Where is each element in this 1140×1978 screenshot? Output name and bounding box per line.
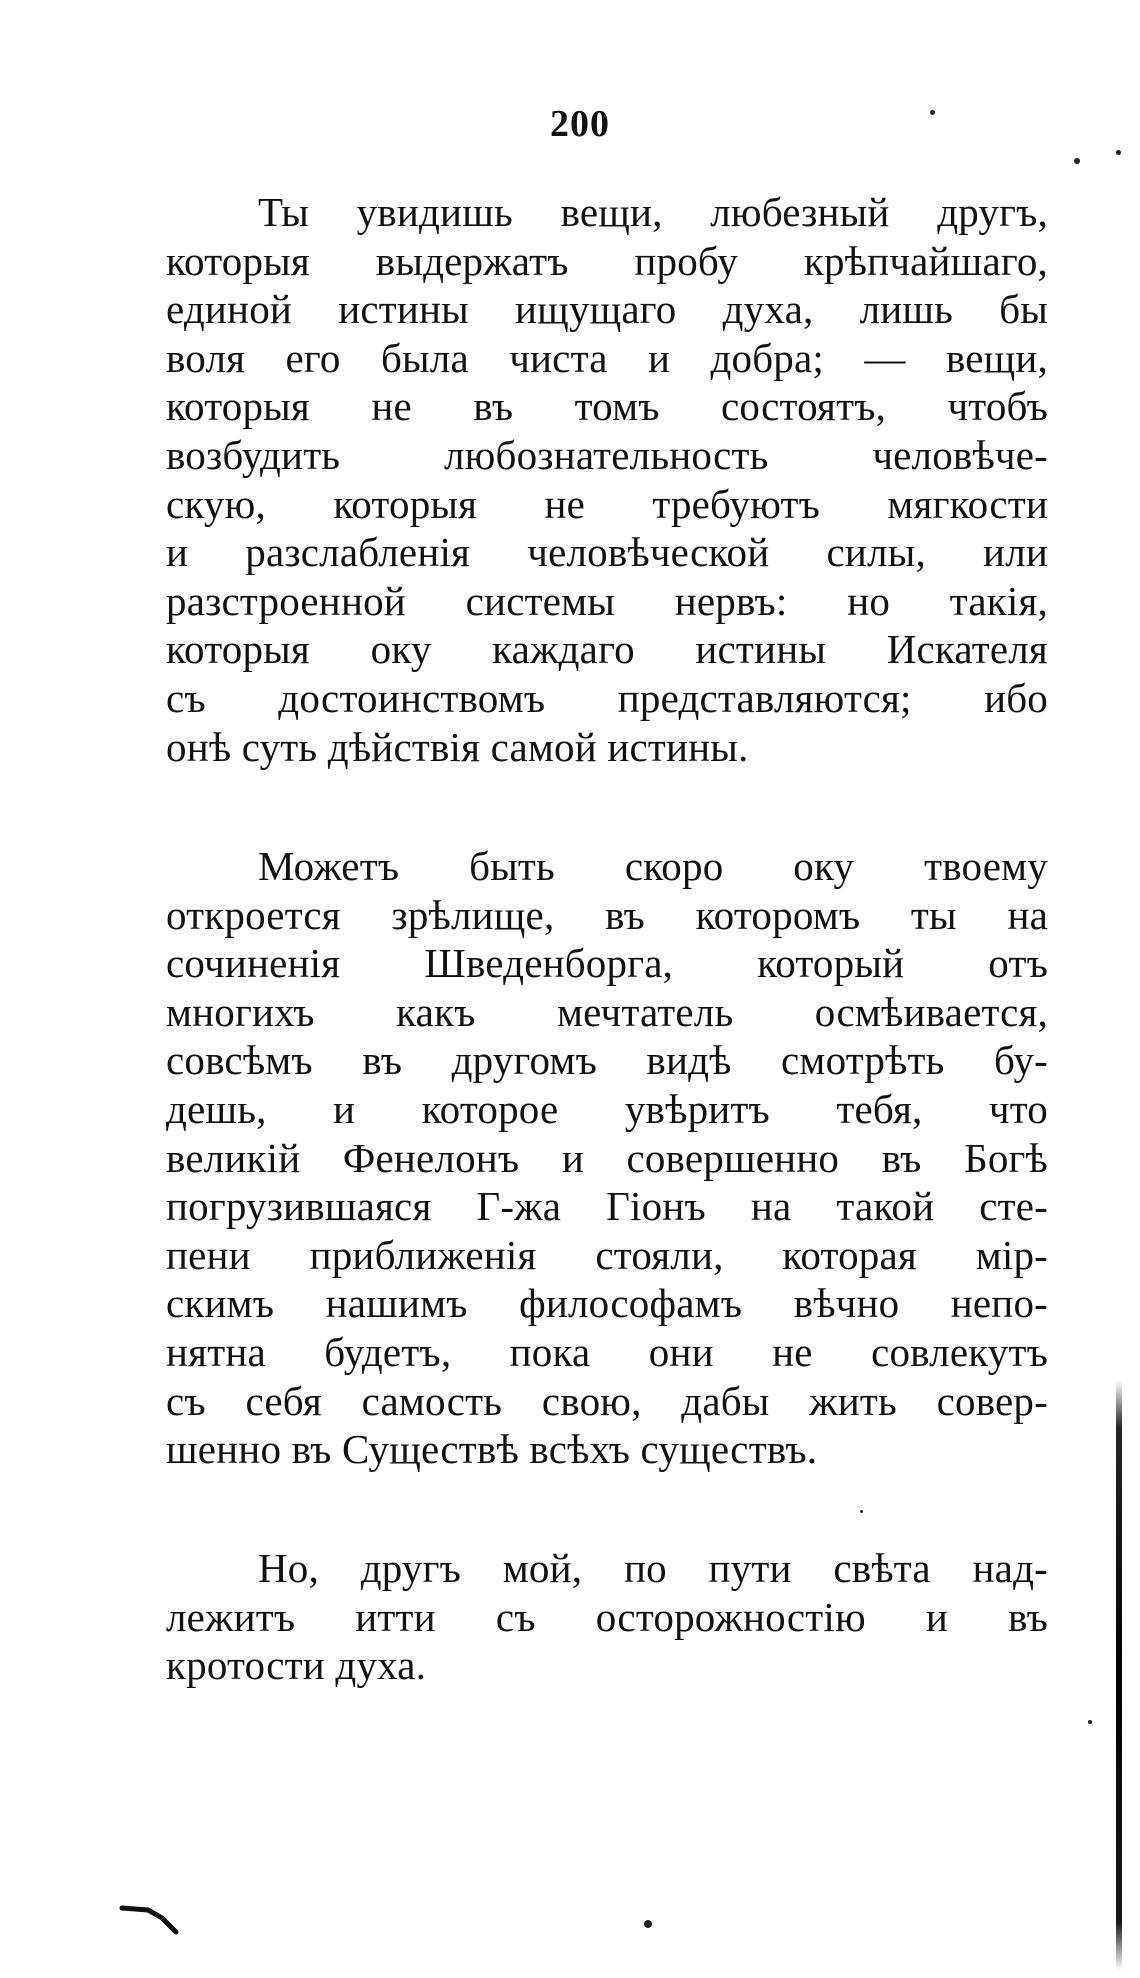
scan-speck: [1116, 150, 1121, 155]
text-line: разстроенной системы нервъ: но такія,: [166, 577, 1048, 624]
text-line: сочиненія Шведенборга, который отъ: [166, 940, 1048, 987]
text-line: великій Фенелонъ и совершенно въ Богѣ: [166, 1134, 1048, 1181]
text-line: которыя оку каждаго истины Искателя: [166, 626, 1048, 673]
paragraph-1: [166, 188, 1048, 771]
text-line: онѣ суть дѣйствія самой истины.: [166, 723, 749, 770]
text-line: шенно въ Существѣ всѣхъ существъ.: [166, 1426, 818, 1473]
text-line: нятна будетъ, пока они не совлекутъ: [166, 1328, 1048, 1375]
text-line: съ достоинствомъ представляются; ибо: [166, 674, 1048, 721]
text-line: многихъ какъ мечтатель осмѣивается,: [166, 988, 1048, 1035]
scan-speck: [1074, 158, 1080, 164]
scan-speck: [644, 1920, 652, 1928]
text-line: дешь, и которое увѣритъ тебя, что: [166, 1085, 1048, 1132]
text-line: Можетъ быть скоро оку твоему: [258, 843, 1048, 889]
text-line: которыя выдержатъ пробу крѣпчайшаго,: [166, 237, 1048, 284]
text-line: скую, которыя не требуютъ мягкости: [166, 480, 1048, 527]
page-edge-shadow: [1116, 1380, 1122, 1970]
text-line: погрузившаяся Г-жа Гіонъ на такой сте-: [166, 1183, 1048, 1230]
scan-stroke-mark: [118, 1900, 188, 1940]
text-line: кротости духа.: [166, 1642, 427, 1689]
text-line: откроется зрѣлище, въ которомъ ты на: [166, 891, 1048, 938]
text-line: которыя не въ томъ состоятъ, чтобъ: [166, 383, 1048, 430]
text-line: Ты увидишь вещи, любезный другъ,: [258, 189, 1048, 235]
text-line: единой истины ищущаго духа, лишь бы: [166, 286, 1048, 333]
text-line: съ себя самость свою, дабы жить совер-: [166, 1377, 1048, 1424]
scan-speck: [930, 110, 935, 115]
text-line: возбудить любознательность человѣче-: [166, 431, 1048, 478]
text-line: Но, другъ мой, по пути свѣта над-: [258, 1545, 1048, 1591]
paragraph-2: [166, 842, 1048, 1474]
text-line: и разслабленія человѣческой силы, или: [166, 529, 1048, 576]
paragraph-3: [166, 1544, 1048, 1690]
page-number: 200: [550, 103, 610, 145]
text-line: совсѣмъ въ другомъ видѣ смотрѣть бу-: [166, 1037, 1048, 1084]
text-line: воля его была чиста и добра; — вещи,: [166, 334, 1048, 381]
scan-speck: [1088, 1720, 1092, 1724]
text-line: лежитъ итти съ осторожностію и въ: [166, 1593, 1048, 1640]
text-line: пени приближенія стояли, которая мір-: [166, 1231, 1048, 1278]
text-line: скимъ нашимъ философамъ вѣчно непо-: [166, 1280, 1048, 1327]
scan-speck: [860, 1510, 863, 1513]
